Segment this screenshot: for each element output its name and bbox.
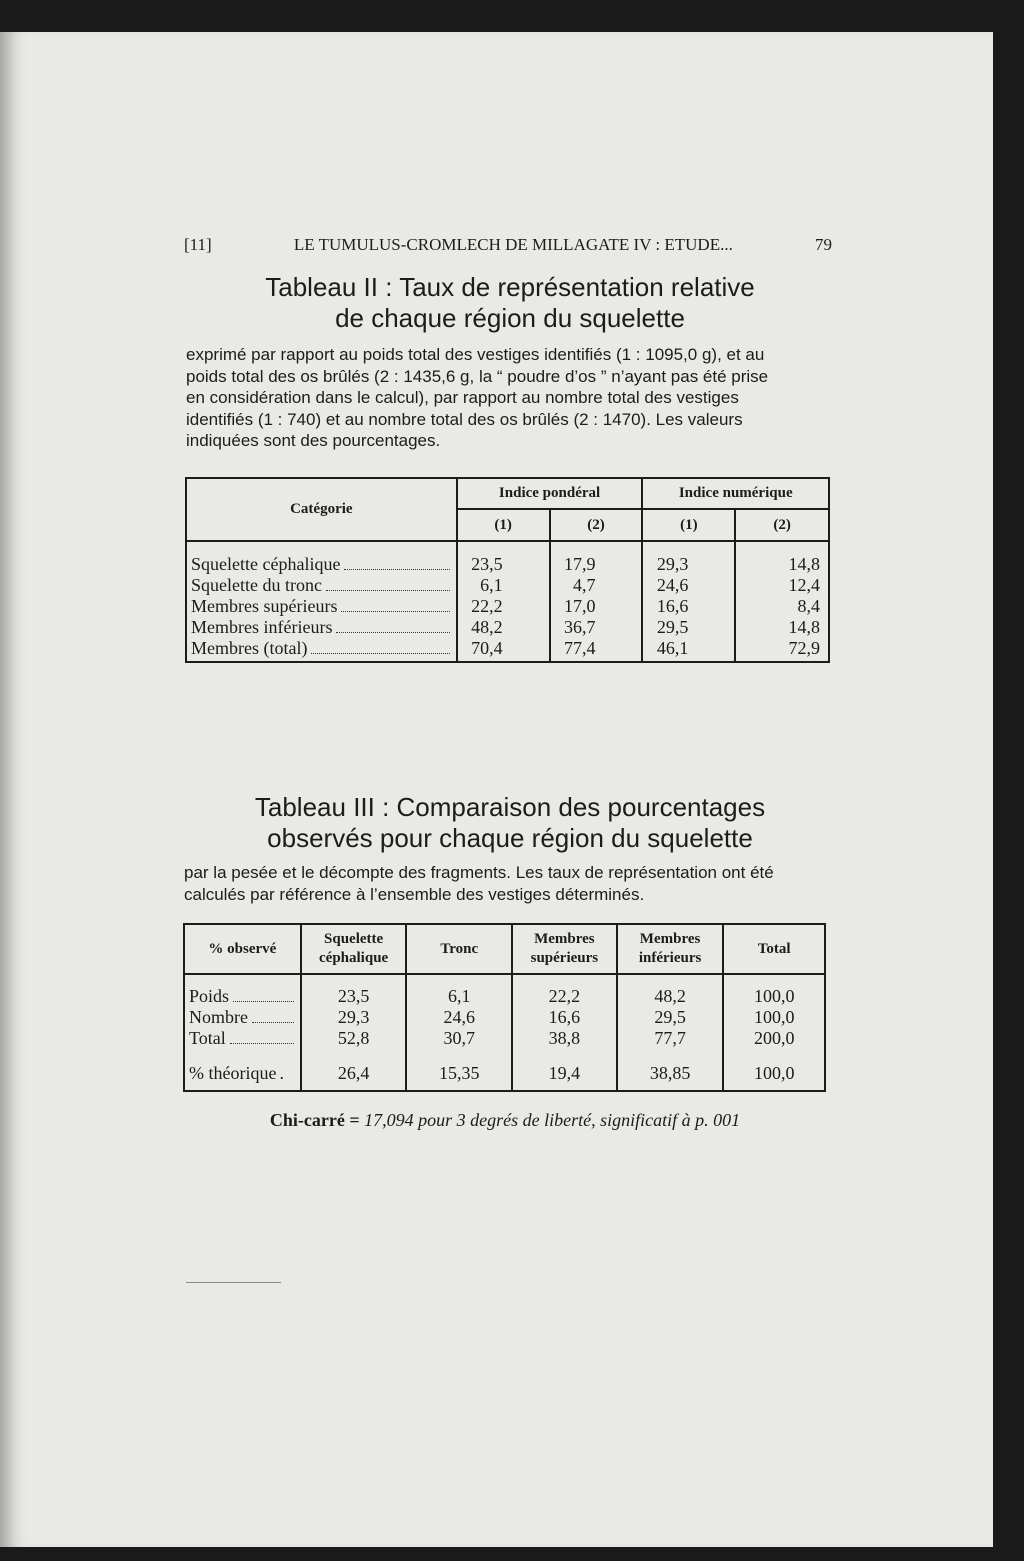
cell: 29,3 (337, 1007, 370, 1027)
values-column (406, 974, 512, 1091)
header-indice-numerique: Indice numérique (642, 478, 829, 509)
values-column (642, 541, 735, 662)
cell: 15,35 (438, 1063, 480, 1083)
cell: 30,7 (443, 1028, 475, 1048)
values-column (617, 974, 724, 1091)
subheader: (1) (457, 509, 550, 541)
header-cell: Squelette céphalique (301, 924, 407, 974)
cell: 14,8 (788, 554, 820, 574)
cell: 8,4 (797, 596, 820, 616)
cell: 14,8 (788, 617, 820, 637)
cell: 16,6 (548, 1007, 581, 1027)
cell: 23,5 (471, 554, 503, 574)
cell: 29,3 (656, 554, 689, 574)
cell: 6,1 (447, 986, 471, 1006)
cell: 77,4 (563, 638, 596, 658)
header-cell: % observé (184, 924, 301, 974)
cell: 100,0 (753, 1007, 795, 1027)
values-column (301, 974, 407, 1091)
caption-line: en considération dans le calcul), par rapport au nombre total des vestiges (186, 388, 739, 407)
table-body (186, 541, 829, 662)
values-column (723, 974, 825, 1091)
title-line: Tableau III : Comparaison des pourcentages (254, 792, 766, 822)
cell: 48,2 (654, 986, 686, 1006)
subheader: (2) (550, 509, 643, 541)
caption-line: poids total des os brûlés (2 : 1435,6 g, la “ poudre d’os ” n’ayant pas été prise (186, 366, 769, 386)
table2-caption (186, 344, 831, 452)
running-title: LE TUMULUS-CROMLECH DE MILLAGATE IV : ETUDE... (293, 235, 733, 254)
row-label: Nombre (189, 1007, 248, 1027)
header-cell: Membres supérieurs (512, 924, 617, 974)
values-column (735, 541, 829, 662)
header-cell: Total (723, 924, 825, 974)
values-column (550, 541, 643, 662)
running-header (184, 235, 832, 255)
cell: 26,4 (337, 1063, 370, 1083)
subheader: (2) (735, 509, 829, 541)
title-line: de chaque région du squelette (335, 303, 685, 333)
cell: 24,6 (443, 1007, 475, 1027)
caption-line: par la pesée et le décompte des fragments. Les taux de représentation ont été (184, 863, 774, 882)
table-2 (185, 477, 830, 663)
table-body (184, 974, 825, 1091)
table-3 (183, 923, 826, 1092)
table2-title (180, 272, 840, 334)
cell: 38,85 (649, 1063, 691, 1083)
cell: 70,4 (471, 638, 503, 658)
row-label: Squelette du tronc (191, 575, 322, 595)
cell: 12,4 (788, 575, 820, 595)
page-number: 79 (815, 235, 832, 254)
caption-line: calculés par référence à l’ensemble des vestiges déterminés. (184, 884, 645, 904)
row-label: Total (189, 1028, 226, 1048)
chi-label: Chi-carré = (269, 1110, 360, 1130)
title-line: Tableau II : Taux de représentation relative (265, 272, 755, 302)
labels-column: Poids Nombre Total % théorique . (184, 974, 301, 1091)
title-line: observés pour chaque région du squelette (267, 823, 753, 853)
cell: 29,5 (656, 617, 689, 637)
book-page (0, 32, 993, 1547)
header-cell: Membres inférieurs (617, 924, 724, 974)
cell: 17,0 (563, 596, 596, 616)
header-cell: Tronc (406, 924, 512, 974)
header-indice-ponderal: Indice pondéral (457, 478, 643, 509)
cell: 200,0 (753, 1028, 795, 1048)
header-category: Catégorie (186, 478, 457, 541)
row-label: Membres supérieurs (191, 596, 338, 616)
cell: 77,7 (654, 1028, 686, 1048)
cell: 29,5 (654, 1007, 686, 1027)
cell: 100,0 (753, 986, 795, 1006)
cell: 16,6 (656, 596, 689, 616)
cell: 48,2 (471, 617, 503, 637)
cell: 19,4 (548, 1063, 581, 1083)
chi-square-note (180, 1110, 830, 1131)
cell: 6,1 (480, 575, 503, 595)
row-label: Membres inférieurs (191, 617, 333, 637)
table3-caption (184, 862, 830, 905)
cell: 38,8 (548, 1028, 581, 1048)
chi-text: 17,094 pour 3 degrés de liberté, significatif à p. 001 (364, 1110, 741, 1130)
caption-line: identifiés (1 : 740) et au nombre total des os brûlés (2 : 1470). Les valeurs (186, 409, 743, 429)
caption-line: indiquées sont des pourcentages. (186, 431, 441, 450)
cell: 52,8 (337, 1028, 370, 1048)
cell: 22,2 (548, 986, 581, 1006)
caption-line: exprimé par rapport au poids total des vestiges identifiés (1 : 1095,0 g), et au (186, 345, 765, 364)
values-column (512, 974, 617, 1091)
cell: 36,7 (563, 617, 596, 637)
row-label: Poids (189, 986, 230, 1006)
cell: 24,6 (656, 575, 689, 595)
row-label: % théorique (189, 1063, 277, 1083)
cell: 46,1 (656, 638, 689, 658)
cell: 17,9 (563, 554, 596, 574)
cell: 22,2 (471, 596, 503, 616)
footnote-rule (186, 1282, 281, 1283)
values-column (457, 541, 550, 662)
cell: 100,0 (753, 1063, 795, 1083)
labels-column (186, 541, 457, 662)
row-label: Squelette céphalique (191, 554, 341, 574)
cell: 23,5 (337, 986, 370, 1006)
subheader: (1) (642, 509, 735, 541)
row-label: Membres (total) (191, 638, 308, 658)
cell: 72,9 (788, 638, 820, 658)
table3-title (180, 792, 840, 854)
cell: 4,7 (572, 575, 596, 595)
section-number: [11] (184, 235, 212, 254)
